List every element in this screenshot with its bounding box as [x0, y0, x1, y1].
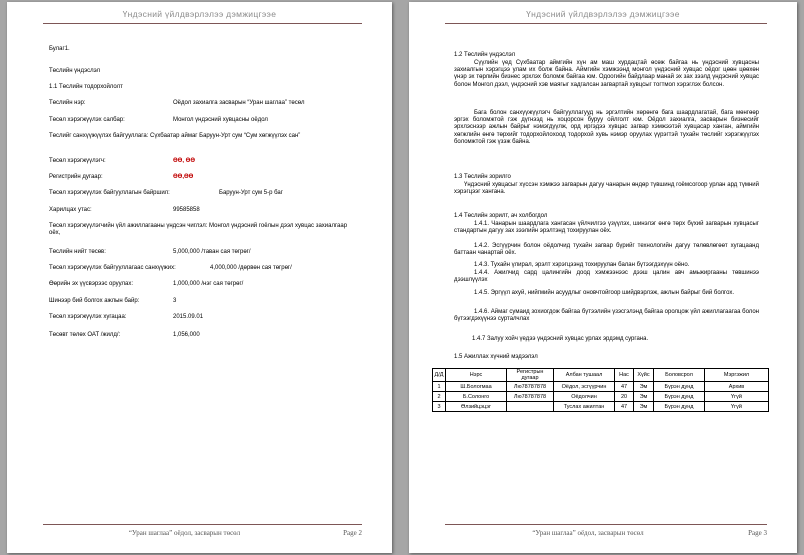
table-cell: Эм [634, 392, 654, 402]
field-value: 99585858 [173, 207, 200, 213]
table-cell: Эм [634, 382, 654, 392]
field-value: 5,000,000 /таван сая төгрөг/ [173, 249, 251, 255]
page-number: Page 3 [748, 529, 767, 537]
workforce-table [432, 368, 769, 412]
table-cell: Өлзийцэцэг [446, 402, 507, 412]
table-header-row [433, 369, 769, 382]
field-label: Төсөл хэрэгжүүлэх байгууллагын байршил: [49, 190, 170, 196]
table-header: Д/Д [433, 369, 446, 382]
list-item: 1.4.5. Эргүүл ахуй, нийгмийн асуудлыг оновчтойгоор шийдвэрлэж, ажлын байрыг бий болгох. [474, 290, 735, 296]
field-value: 1,000,000 /нэг сая төгрөг/ [173, 281, 244, 287]
footer-rule [445, 524, 767, 525]
table-cell: Туслах ажилтан [554, 402, 615, 412]
field-label: Төсөл хэрэгжүүлэгчийн үйл ажиллагааны үндсэн чиглэл: Монгол үндэсний гоёлын дээл хувцас захиалгаар оёх, [49, 223, 348, 236]
list-item: 1.4.1. Чанарын шаардлага хангасан үйлчилгээ үзүүлэх, шинэлэг өнгө төрх бүхий загварын хувцасыг стандартын дагуу зах зээлийн эрэлтэнд тохируулан оёх. [454, 221, 759, 235]
table-cell: Эм [634, 402, 654, 412]
table-cell: Бүрэн дунд [654, 382, 705, 392]
footer-text: “Уран шаглаа” оёдол, засварын төсөл [128, 529, 241, 537]
field-value: 2015.09.01 [173, 314, 204, 320]
table-header: Нэрс [446, 369, 507, 382]
field-label: Шинээр бий болгох ажлын байр: [49, 298, 140, 304]
field-value: 4,000,000 /дөрвөн сая төгрөг/ [210, 265, 292, 271]
page-number: Page 2 [343, 529, 362, 537]
field-label: Төсөл хэрэгжүүлэх хугацаа: [49, 314, 127, 320]
section-title: Төслийн үндэслэл [49, 68, 101, 74]
table-cell: 20 [615, 392, 634, 402]
field-label: Төслийн нийт төсөв: [49, 249, 106, 255]
field-label: Харилцах утас: [49, 207, 92, 213]
page-header: Үндэсний үйлдвэрлэлээ дэмжицгээе [122, 9, 277, 19]
list-item: 1.4.6. Аймаг сумаид зохиогдож байгаа бүтээлийн үзэсгэлэнд байгаа оролцож үйл ажиллагаагаа болон бүтээгдэхүүнээ сурталчлах [454, 309, 759, 323]
footer-text: “Уран шаглаа” оёдол, засварын төсөл [532, 529, 644, 537]
section-1-4-title: 1.4 Төслийн зорилт, ач холбогдол [454, 213, 548, 219]
table-header: Боловсрол [654, 369, 705, 382]
field-value-highlight: ӨӨ, ӨӨ [173, 158, 196, 164]
section-1-5-title: 1.5 Ажиллах хүчний мэдээлэл [454, 354, 538, 360]
list-item: 1.4.3. Тухайн үлирал, эрэлт хэрэгцээнд тохируулан балан бүтээгдэхүүн оёно. [474, 262, 690, 268]
section-1-2-title: 1.2 Төслийн үндэслэл [454, 52, 516, 58]
table-cell [507, 402, 554, 412]
field-label: Төслийн нэр: [49, 100, 86, 106]
list-item: 1.4.7 Залуу хойч үедээ үндэсний хувцас урлах эрдэмд сургана. [472, 336, 649, 342]
field-label: Төсөвт төлөх ОАТ /жилд/: [49, 332, 121, 338]
field-value: 1,056,000 [173, 332, 200, 338]
appendix-label: Булаг1. [49, 46, 70, 52]
field-label: Өөрийн эх үүсвэрээс оруулах: [49, 281, 134, 287]
table-row [433, 382, 769, 392]
table-cell: Үгүй [705, 402, 769, 412]
list-item: 1.4.2. Эсгүүрчин болон оёдолчид тухайн загвар бүрийг технологийн дагуу төлөвлөгөөт хугацаанд баттаан чанартай оёх. [454, 243, 759, 257]
header-rule [445, 23, 767, 24]
list-item: 1.4.4. Ажилчид сард цалингийн доод хэмжээнээс дээш цалин авч амьжиргааны төвшинээ дээшлүүлэх [454, 270, 759, 284]
section-1-2-paragraph: Бага болон санхүүжүүлэгч байгууллагууд нь эргэлтийн хөрөнгө бага шаардлагатай, бага мөнгөөр эргэх боломжтой гэж дүгнээд нь хоцорсон буруу ойлголт юм. Оёдол захиалга, засварын бизнесийг эрхлэснээр ажлын байрыг нэмэгдүүлж, орд иргэдээ хувцас загвар хэмжээтэй хувцасар ханган, аймгийн хөгжлийн өнгө төрхийг тодорхойлохоод тодорхой хувь нэмэр оруулах үүрэгтэй тухайн төслийг хэрэгжүүлэх боломжтой гэж үзэж байна. [454, 110, 759, 145]
field-value: Оёдол захиалга засварын “Уран шаглаа” төсөл [173, 100, 305, 106]
section-1-3-title: 1.3 Төслийн зорилго [454, 174, 511, 180]
table-cell: 47 [615, 382, 634, 392]
table-cell: 3 [433, 402, 446, 412]
table-cell: Б.Солонго [446, 392, 507, 402]
field-label: Төсөл хэрэгжүүлэх байгууллагаас санхүүжих: [49, 265, 176, 271]
table-cell: 1 [433, 382, 446, 392]
table-row [433, 392, 769, 402]
field-value: Баруун-Урт сум 5-р баг [219, 190, 283, 196]
table-cell: Үгүй [705, 392, 769, 402]
table-cell: Бүрэн дунд [654, 402, 705, 412]
table-cell: Бүрэн дунд [654, 392, 705, 402]
field-label: Төсөл хэрэгжүүлэх салбар: [49, 117, 125, 123]
document-page-3 [409, 2, 797, 553]
table-cell: Архив [705, 382, 769, 392]
table-header: Регистрын дугаар [507, 369, 554, 382]
field-label: Төсөл хэрэгжүүлэгч: [49, 158, 106, 164]
table-header: Албан тушаал [554, 369, 615, 382]
table-header: Хүйс [634, 369, 654, 382]
table-cell: Лю78787878 [507, 382, 554, 392]
header-rule [43, 23, 362, 24]
field-value-highlight: ӨӨ,ӨӨ [173, 174, 194, 180]
footer-rule [43, 524, 362, 525]
page-header: Үндэсний үйлдвэрлэлээ дэмжицгээе [526, 9, 680, 19]
table-cell: 2 [433, 392, 446, 402]
table-cell: 47 [615, 402, 634, 412]
subsection-title: 1.1 Төслийн тодорхойлолт [49, 84, 123, 90]
table-row [433, 402, 769, 412]
table-cell: Оёдол, эсгүүрчин [554, 382, 615, 392]
field-value: 3 [173, 298, 177, 304]
section-1-2-paragraph: Сүүлийн үед Сүхбаатар аймгийн хүн ам маш хурдацтай өсөж байгаа нь үндэсний хувцасны захиалгын хэрэгцээ улам их болж байна. Аймгийн хэмжээнд монгол үндэсний хувцас оёдог цөөн цөөхөн үнэр эх төрлийн бизнес эрхлэх боломж байгаа юм. Одоогийн байдлаар манай эх зах зээлд үндэсний хувцас болон Монгол дээл, үндэсний хэв маягыг хадгалсан загвартай хувцсыг тогтмол хэрэглэх болсон. [454, 60, 759, 88]
document-page-2 [7, 2, 392, 553]
table-cell: Ш.Бологмаа [446, 382, 507, 392]
field-value: Монгол үндэсний хувцасны оёдол [173, 117, 268, 123]
field-label: Төслийг санхүүжүүлэх байгууллага: Сүхбаатар аймаг Баруун-Урт сум “Сум хөгжүүлэх сан” [49, 133, 301, 139]
table-cell: Лю78787878 [507, 392, 554, 402]
section-1-3-paragraph: Үндэсний хувцасыг хүссэн хэмжээ загварын дагуу чанарын өндөр түвшинд гоёмсогоор урлан ард түмний хэрэгцээг хангана. [454, 182, 759, 196]
field-label: Регистрийн дугаар: [49, 174, 103, 180]
table-header: Нас [615, 369, 634, 382]
table-cell: Оёдолчин [554, 392, 615, 402]
table-header: Мэргэжил [705, 369, 769, 382]
